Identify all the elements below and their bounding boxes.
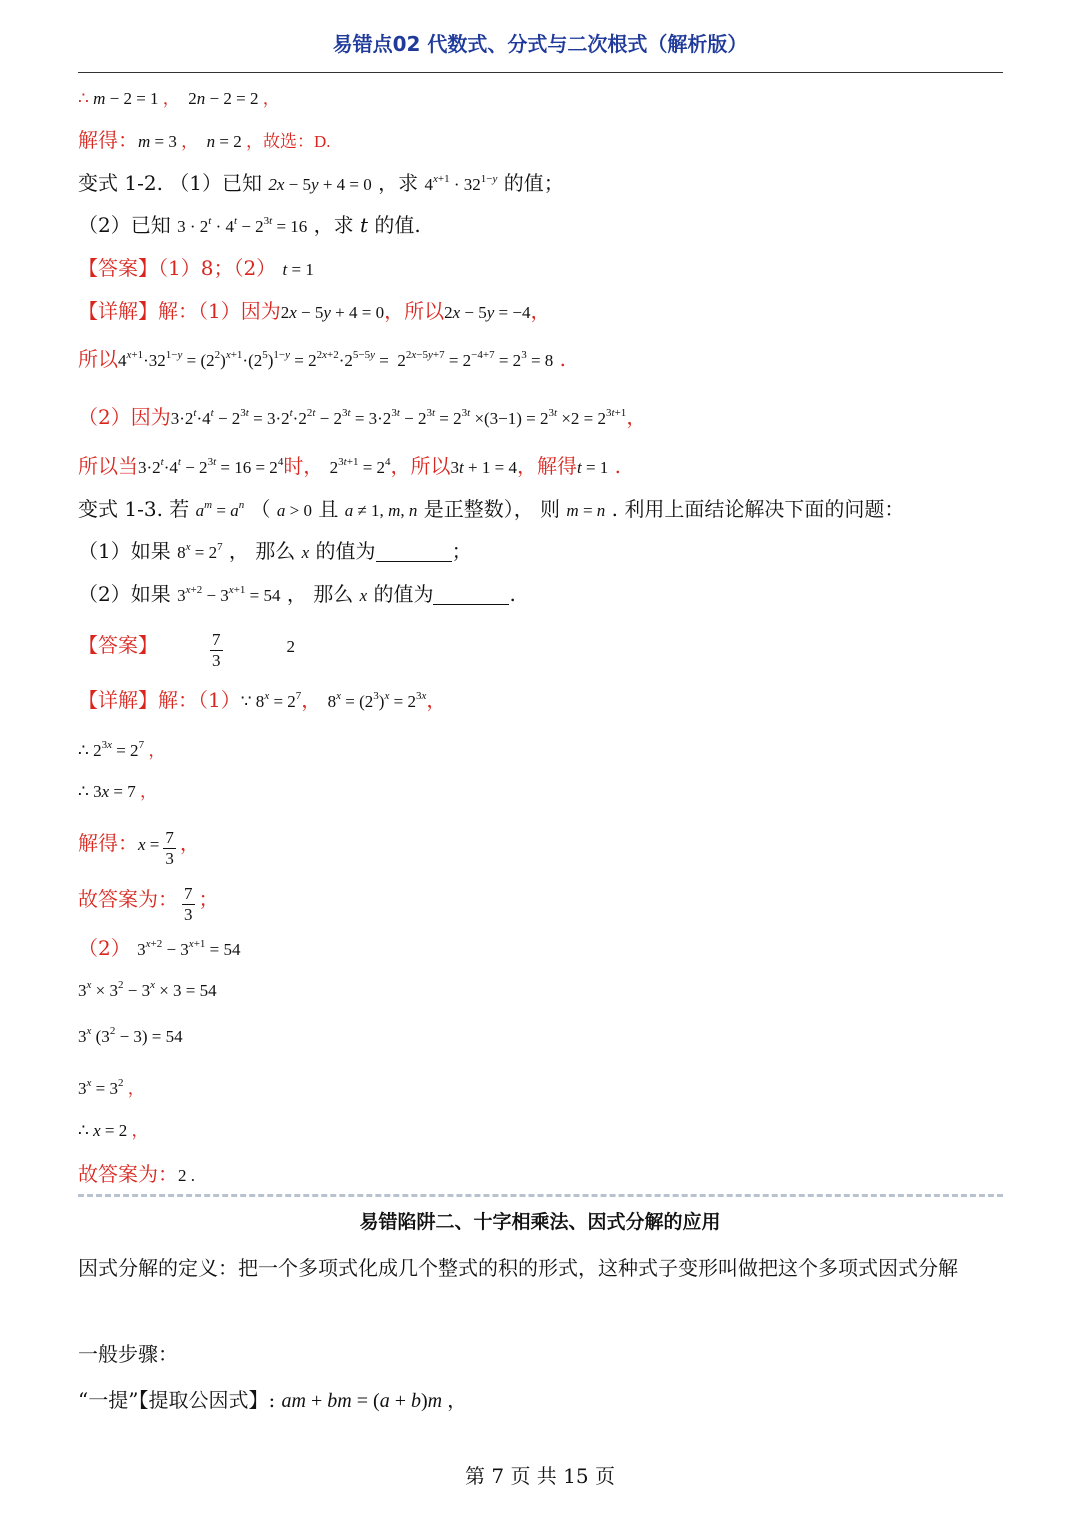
therefore-symbol: ∴ [78,89,89,108]
definition-paragraph: 因式分解的定义：把一个多项式化成几个整式的积的形式，这种式子变形叫做把这个多项式因式分解 [78,1256,958,1280]
line-24: 故答案为：2 . [78,1162,195,1186]
page-footer: 第 7 页 共 15 页 [465,1464,615,1488]
answer-blank-2 [433,584,509,605]
line-23: ∴ x = 2 ， [78,1121,149,1140]
answer-second: 2 [286,637,295,656]
line-5: 【答案】（1）8；（2） t = 1 [78,256,314,280]
line-21: 3$^x$ $(3^2 - 3) = 54$ [78,1025,183,1046]
line-2 [78,126,331,156]
line-16: ∴ 3x = 7 ， [78,782,157,801]
section-divider [78,1194,1003,1197]
steps-label: 一般步骤： [78,1342,178,1366]
line-15: ∴ $2^{3x} = 2^7$ ， [78,739,166,760]
line-10: 变式 1-3. 若 $a^m = a^n$ （ a > 0 且 a ≠ 1, m, n 是正整数）， 则 m = n . 利用上面结论解决下面的问题： [78,497,905,521]
detail-label: 【详解】 [78,299,158,323]
line-6: 【详解】解：（1）因为2x − 5y + 4 = 0，所以2x − 5y = −4， [78,299,551,323]
line-14: 【详解】解：（1）∵ $8^x = 2^7$， $8^x = (2^3)^x = 2^{3x}$， [78,688,447,712]
document-header-title: 易错点02 代数式、分式与二次根式（解析版） [332,32,748,56]
line-20: $3^x \times 3^2 - 3^x \times 3 = 54$ [78,979,217,1000]
final-answer-label: 故答案为： [78,887,178,911]
detail-label-2: 【详解】 [78,688,158,712]
answer-fraction: $\frac{7}{3}$ [212,630,221,670]
line-18: 故答案为： $\frac{7}{3}$ ； [78,884,219,924]
section-title: 易错陷阱二、十字相乘法、因式分解的应用 [359,1211,721,1233]
line-8: （2）因为$3\cdot 2^t\cdot 4^t - 2^{3t} = 3\cdot 2^t\cdot 2^{2t} - 2^{3t} = 3\cdot 2^{3t} - 2^{3t} = 2^{3t} \times(3-1) = 2^{3t} \times 2 = 2^{3t+1}$， [78,405,647,429]
solution-label-2: 解得： [78,831,138,855]
solution-values: m = 3 ， n = 2 ，故选：D. [138,132,331,151]
answer-label: 【答案】 [78,256,158,280]
line-11: （1）如果 $8^x = 2^7$ ， 那么 x 的值为 ； [78,539,472,563]
answer-blank-1 [376,541,452,562]
line-12: （2）如果 $3^{x+2} - 3^{x+1} = 54$ ， 那么 x 的值为 . [78,582,516,606]
answer-label-2: 【答案】 [78,633,158,657]
header-rule [78,72,1003,73]
solution-label: 解得： [78,128,138,152]
line-17: 解得：x = $\frac{7}{3}$ ， [78,828,200,868]
line-22: $3^x = 3^2$ ， [78,1077,145,1098]
line-7: 所以$4^{x+1}\cdot 32^{1-y} = (2^2)^{x+1}\cdot(2^5)^{1-y} = 2^{2x+2}\cdot 2^{5-5y} = 2^{2x-5y+7} = 2^{-4+7} = 2^3 = 8$ . [78,347,566,371]
line-3: 变式 1-2. （1）已知 2x − 5y + 4 = 0 ，求 $4^{x+1} \cdot 32^{1-y}$ 的值； [78,171,564,195]
line-9: 所以当$3\cdot 2^t\cdot 4^t - 2^{3t} = 16 = 2^4$时， $2^{3t+1} = 2^4$，所以3t + 1 = 4，解得t = 1 . [78,454,622,478]
step-1: “一提”【提取公因式】: am + bm = (a + b)m ， [78,1388,468,1412]
line-19: （2） $3^{x+2} - 3^{x+1} = 54$ [78,936,241,960]
line-13 [78,630,295,671]
line-1: ∴ m − 2 = 1 ， 2n − 2 = 2 ， [78,89,280,108]
line-4: （2）已知 $3 \cdot 2^t \cdot 4^t - 2^{3t} = 16$ ，求 t 的值. [78,213,421,237]
final-answer-label-2: 故答案为： [78,1162,178,1186]
